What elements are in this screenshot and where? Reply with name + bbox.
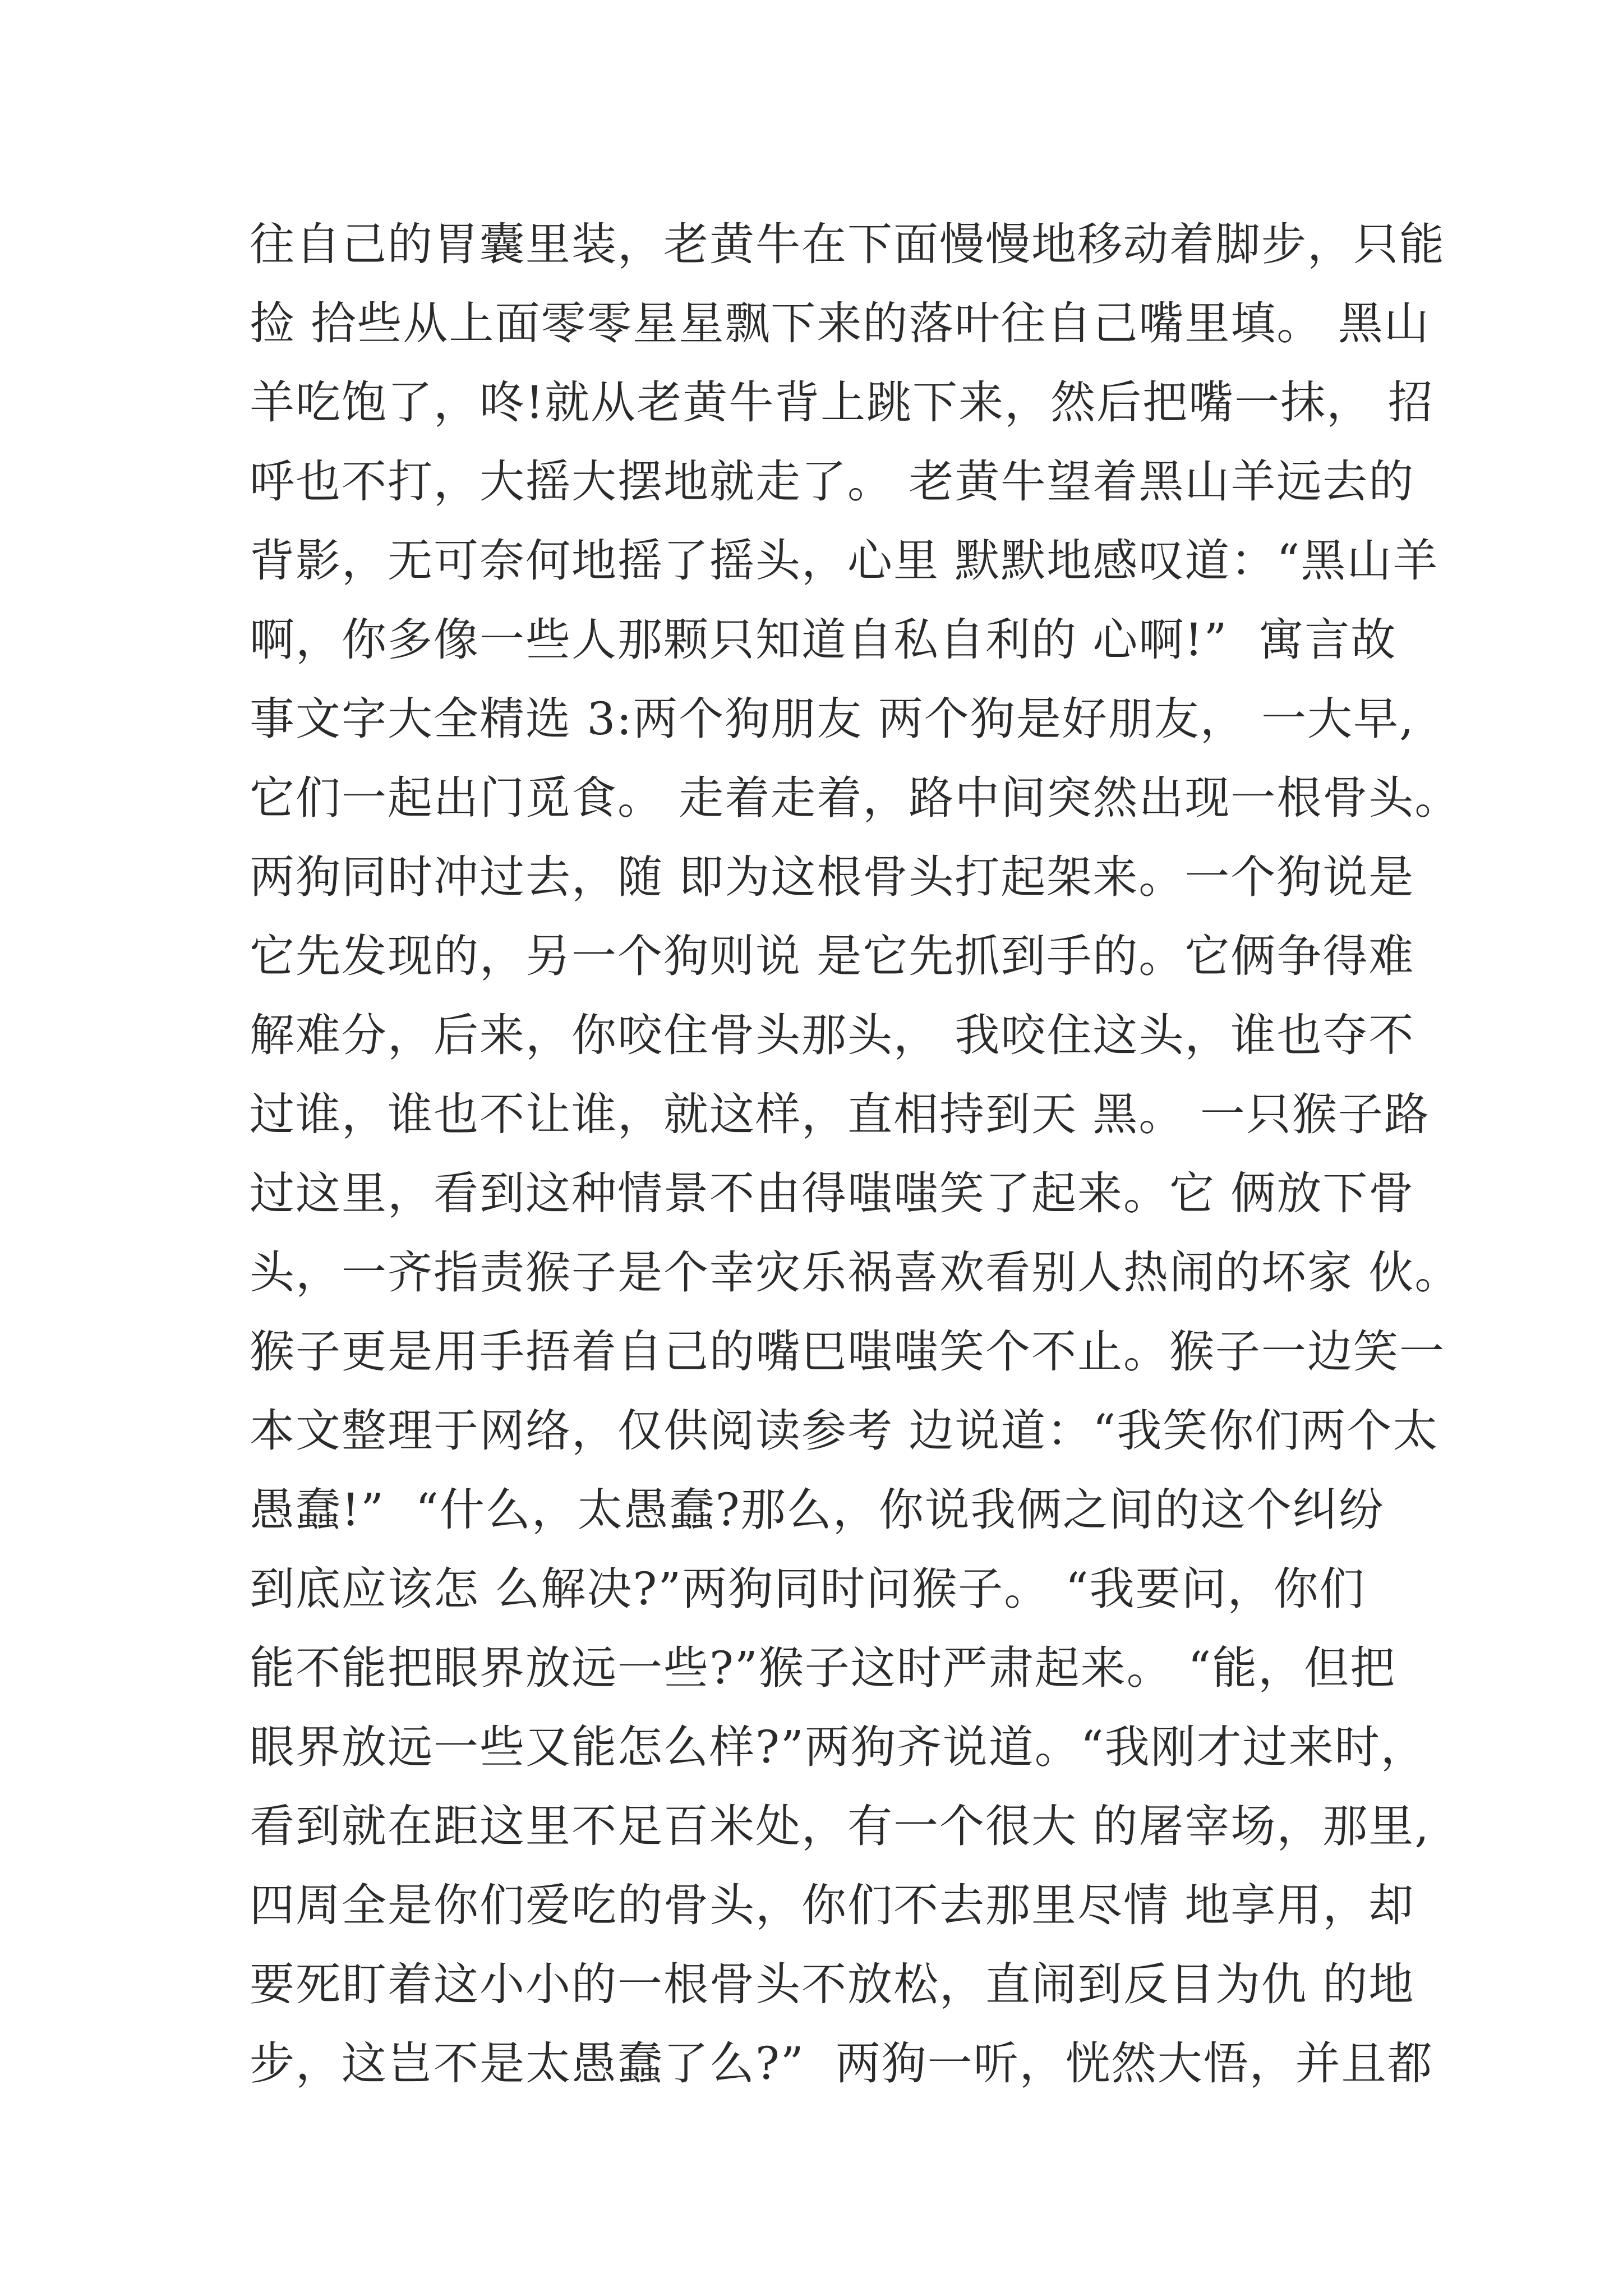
text-line-12: 过谁，谁也不让谁，就这样，直相持到天 黑。 一只猴子路	[250, 1088, 1430, 1140]
text-line-10: 它先发现的，另一个狗则说 是它先抓到手的。它俩争得难	[250, 930, 1415, 982]
text-line-24: 步，这岂不是太愚蠢了么?” 两狗一听，恍然大悟，并且都	[250, 2037, 1433, 2090]
text-line-22: 四周全是你们爱吃的骨头，你们不去那里尽情 地享用，却	[250, 1879, 1415, 1931]
text-line-15: 猴子更是用手捂着自己的嘴巴嗤嗤笑个不止。猴子一边笑一	[250, 1326, 1445, 1378]
text-line-6: 啊，你多像一些人那颗只知道自私自利的 心啊!” 寓言故	[250, 614, 1397, 666]
text-line-14: 头，一齐指责猴子是个幸灾乐祸喜欢看别人热闹的坏家 伙。	[250, 1246, 1461, 1299]
text-line-2: 捡 拾些从上面零零星星飘下来的落叶往自己嘴里填。 黑山	[250, 297, 1430, 349]
text-line-9: 两狗同时冲过去，随 即为这根骨头打起架来。一个狗说是	[250, 851, 1415, 903]
text-line-1: 往自己的胃囊里装，老黄牛在下面慢慢地移动着脚步，只能	[250, 218, 1445, 270]
text-line-19: 能不能把眼界放远一些?”猴子这时严肃起来。 “能，但把	[250, 1642, 1396, 1694]
text-line-3: 羊吃饱了，咚!就从老黄牛背上跳下来，然后把嘴一抹， 招	[250, 376, 1434, 429]
text-line-23: 要死盯着这小小的一根骨头不放松，直闹到反目为仇 的地	[250, 1958, 1415, 2010]
text-line-4: 呼也不打，大摇大摆地就走了。 老黄牛望着黑山羊远去的	[250, 455, 1415, 508]
text-line-8: 它们一起出门觅食。 走着走着，路中间突然出现一根骨头。	[250, 772, 1461, 824]
text-line-11: 解难分，后来，你咬住骨头那头， 我咬住这头，谁也夺不	[250, 1009, 1415, 1061]
text-line-21: 看到就在距这里不足百米处，有一个很大 的屠宰场，那里,	[250, 1800, 1430, 1852]
text-line-20: 眼界放远一些又能怎么样?”两狗齐说道。“我刚才过来时，	[250, 1721, 1427, 1773]
text-line-18: 到底应该怎 么解决?”两狗同时问猴子。 “我要问，你们	[250, 1563, 1366, 1615]
text-line-17: 愚蠢!” “什么，太愚蠢?那么，你说我俩之间的这个纠纷	[250, 1484, 1385, 1536]
body-text	[250, 205, 1461, 2103]
text-line-5: 背影，无可奈何地摇了摇头，心里 默默地感叹道：“黑山羊	[250, 535, 1439, 587]
text-line-16: 本文整理于网络，仅供阅读参考 边说道：“我笑你们两个太	[250, 1405, 1439, 1457]
text-line-13: 过这里，看到这种情景不由得嗤嗤笑了起来。它 俩放下骨	[250, 1167, 1415, 1220]
text-line-7: 事文字大全精选 3:两个狗朋友 两个狗是好朋友， 一大早,	[250, 693, 1415, 745]
